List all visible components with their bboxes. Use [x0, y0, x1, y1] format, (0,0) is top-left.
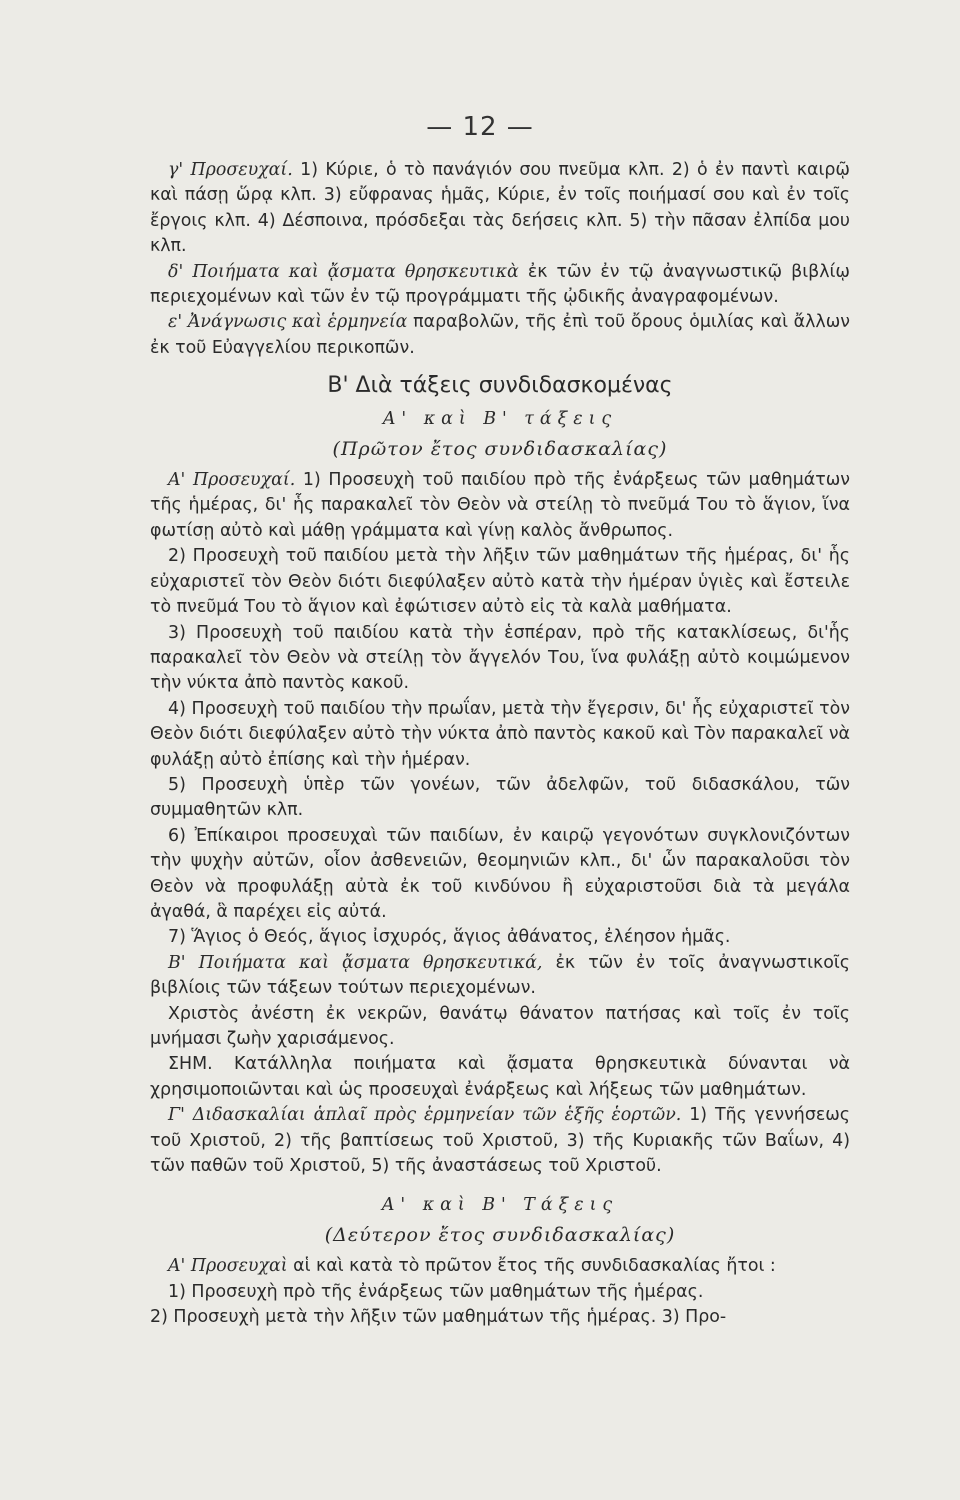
paragraph-text: ἐκ τῶν ἐν τοῖς ἀναγνωστικοῖς βιβλίοις τῶν τάξεων τούτων περιεχομένων. — [150, 952, 850, 999]
page-body — [150, 158, 850, 1330]
page-number: — 12 — — [426, 112, 534, 142]
subsection-year-2: (Δεύτερον ἔτος συνδιδασκαλίας) — [324, 1223, 676, 1246]
paragraph-item: 5) Προσευχὴ ὑπὲρ τῶν γονέων, τῶν ἀδελφῶν, τοῦ διδασκάλου, τῶν συμμαθητῶν κλπ. — [150, 774, 850, 821]
paragraph-lead: Γ' Διδασκαλίαι ἁπλαῖ πρὸς ἑρμηνείαν τῶν ἑξῆς ἑορτῶν. — [168, 1105, 682, 1126]
paragraph-lead: δ' Ποιήματα καὶ ᾄσματα θρησκευτικὰ — [168, 261, 519, 282]
paragraph-hymn: Χριστὸς ἀνέστη ἐκ νεκρῶν, θανάτῳ θάνατον πατήσας καὶ τοῖς ἐν τοῖς μνήμασι ζωὴν χαρισάμενος. — [150, 1003, 850, 1049]
paragraph-text: αἱ καὶ κατὰ τὸ πρῶτον ἔτος τῆς συνδιδασκαλίας ἤτοι : — [293, 1256, 776, 1277]
paragraph-text: 1) Κύριε, ὁ τὸ πανάγιόν σου πνεῦμα κλπ. 2) ὁ ἐν παντὶ καιρῷ καὶ πάσῃ ὥρᾳ κλπ. 3) εὔφρανας ἡμᾶς, Κύριε, ἐν τοῖς ποιήμασί σου καὶ ἐν τοῖς ἔργοις κλπ. 4) Δέσποινα, πρόσδεξαι τὰς δεήσεις κλπ. 5) τὴν πᾶσαν ἐλπίδα μου κλπ. — [150, 160, 851, 257]
paragraph-lead: ε' Ἀνάγνωσις καὶ ἑρμηνεία — [168, 312, 408, 333]
paragraph-prayers-a — [150, 468, 850, 544]
paragraph-poems-d — [150, 260, 850, 311]
subsection-heading-2: Α' καὶ Β' Τάξεις — [381, 1195, 619, 1216]
paragraph-item: 7) Ἅγιος ὁ Θεός, ἅγιος ἰσχυρός, ἅγιος ἀθάνατος, ἐλέησον ἡμᾶς. — [168, 927, 731, 948]
paragraph-lead: Α' Προσευχαὶ — [168, 1256, 288, 1277]
paragraph-note: ΣΗΜ. Κατάλληλα ποιήματα καὶ ᾄσματα θρησκευτικὰ δύνανται νὰ χρησιμοποιῶνται καὶ ὡς προσευχαὶ ἐνάρξεως καὶ λήξεως τῶν μαθημάτων. — [150, 1054, 850, 1100]
paragraph-teachings-g — [150, 1103, 850, 1179]
paragraph-item: 4) Προσευχὴ τοῦ παιδίου τὴν πρωΐαν, μετὰ τὴν ἔγερσιν, δι' ἧς εὐχαριστεῖ τὸν Θεὸν διότι διεφύλαξεν αὐτὸ τὴν νύκτα ἀπὸ παντὸς κακοῦ καὶ Τὸν παρακαλεῖ νὰ φυλάξῃ αὐτὸ ἐπίσης καὶ τὴν ἡμέραν. — [150, 698, 850, 770]
paragraph-lead: γ' Προσευχαί. — [168, 160, 293, 180]
paragraph-prayers-g — [150, 158, 850, 260]
paragraph-item: 2) Προσευχὴ μετὰ τὴν λῆξιν τῶν μαθημάτων τῆς ἡμέρας. 3) Προ- — [150, 1307, 727, 1328]
subsection-year: (Πρῶτον ἔτος συνδιδασκαλίας) — [332, 437, 668, 460]
paragraph-item: 1) Προσευχὴ πρὸ τῆς ἐνάρξεως τῶν μαθημάτων τῆς ἡμέρας. — [168, 1281, 704, 1302]
paragraph-text: παραβολῶν, τῆς ἐπὶ τοῦ ὄρους ὁμιλίας καὶ ἄλλων ἐκ τοῦ Εὐαγγελίου περικοπῶν. — [150, 312, 850, 358]
subsection-heading: Α' καὶ Β' τάξεις — [382, 409, 618, 430]
paragraph-text: ἐκ τῶν ἐν τῷ ἀναγνωστικῷ βιβλίῳ περιεχομένων καὶ τῶν ἐν τῷ προγράμματι τῆς ᾠδικῆς ἀναγραφομένων. — [150, 261, 850, 308]
paragraph-lead: Α' Προσευχαί. — [168, 470, 296, 491]
paragraph-item: 2) Προσευχὴ τοῦ παιδίου μετὰ τὴν λῆξιν τῶν μαθημάτων τῆς ἡμέρας, δι' ἧς εὐχαριστεῖ τὸν Θεὸν διότι διεφύλαξεν αὐτὸ κατὰ τὴν ἡμέραν ὑγιὲς καὶ ἔστειλε τὸ πνεῦμά Του τὸ ἅγιον καὶ ἐφώτισεν αὐτὸ εἰς τὰ καλὰ μαθήματα. — [150, 546, 850, 618]
paragraph-text: 1) Προσευχὴ τοῦ παιδίου πρὸ τῆς ἐνάρξεως τῶν μαθημάτων τῆς ἡμέρας, δι' ἧς παρακαλεῖ τὸν Θεὸν νὰ στείλῃ τὸ πνεῦμά Του τὸ ἅγιον, ἵνα φωτίσῃ αὐτὸ καὶ μάθῃ γράμματα καὶ γίνῃ καλὸς ἄνθρωπος. — [150, 470, 850, 541]
paragraph-lead: Β' Ποιήματα καὶ ᾄσματα θρησκευτικά, — [168, 952, 543, 973]
paragraph-text: 1) Τῆς γεννήσεως τοῦ Χριστοῦ, 2) τῆς βαπτίσεως τοῦ Χριστοῦ, 3) τῆς Κυριακῆς τῶν Βαΐων, 4) τῶν παθῶν τοῦ Χριστοῦ, 5) τῆς ἀναστάσεως τοῦ Χριστοῦ. — [150, 1105, 851, 1177]
section-b-heading: Β' Διὰ τάξεις συνδιδασκομένας — [327, 373, 673, 399]
paragraph-item: 3) Προσευχὴ τοῦ παιδίου κατὰ τὴν ἑσπέραν, πρὸ τῆς κατακλίσεως, δι'ἧς παρακαλεῖ τὸν Θεὸν νὰ στείλῃ τὸν ἄγγελόν Του, ἵνα φυλάξῃ αὐτὸ κοιμώμενον τὴν νύκτα ἀπὸ παντὸς κακοῦ. — [150, 622, 850, 694]
paragraph-item: 6) Ἐπίκαιροι προσευχαὶ τῶν παιδίων, ἐν καιρῷ γεγονότων συγκλονιζόντων τὴν ψυχὴν αὐτῶν, οἷον ἀσθενειῶν, θεομηνιῶν κλπ., δι' ὧν παρακαλοῦσι τὸν Θεὸν νὰ προφυλάξῃ αὐτὰ ἐκ τοῦ κινδύνου ἢ εὐχαριστοῦσι διὰ τὰ μεγάλα ἀγαθά, ἃ παρέχει εἰς αὐτά. — [150, 825, 850, 922]
paragraph-prayers-a2 — [150, 1254, 850, 1279]
paragraph-poems-b — [150, 951, 850, 1002]
paragraph-reading-e — [150, 310, 850, 361]
